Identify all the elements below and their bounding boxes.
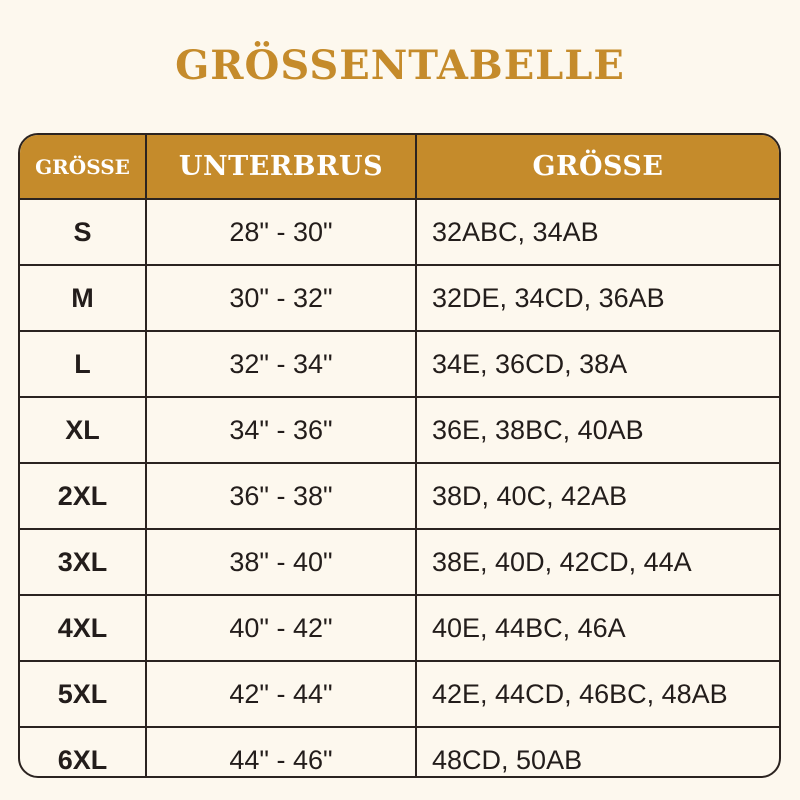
header-underbust: UNTERBRUS bbox=[146, 135, 416, 199]
underbust-cell: 40" - 42" bbox=[146, 595, 416, 661]
table-row bbox=[20, 331, 779, 397]
table-row bbox=[20, 397, 779, 463]
header-size: GRÖSSE bbox=[20, 135, 146, 199]
underbust-cell: 28" - 30" bbox=[146, 199, 416, 265]
underbust-cell: 32" - 34" bbox=[146, 331, 416, 397]
size-cell: S bbox=[20, 199, 146, 265]
table-row bbox=[20, 529, 779, 595]
cup-size-cell: 40E, 44BC, 46A bbox=[416, 595, 779, 661]
table-row bbox=[20, 463, 779, 529]
size-cell: 2XL bbox=[20, 463, 146, 529]
cup-size-cell: 32DE, 34CD, 36AB bbox=[416, 265, 779, 331]
table-row bbox=[20, 595, 779, 661]
size-cell: 4XL bbox=[20, 595, 146, 661]
table-row bbox=[20, 199, 779, 265]
size-cell: L bbox=[20, 331, 146, 397]
underbust-cell: 36" - 38" bbox=[146, 463, 416, 529]
table-row bbox=[20, 661, 779, 727]
underbust-cell: 30" - 32" bbox=[146, 265, 416, 331]
table-row bbox=[20, 265, 779, 331]
underbust-cell: 42" - 44" bbox=[146, 661, 416, 727]
size-cell: 6XL bbox=[20, 727, 146, 778]
page-title: GRÖSSENTABELLE bbox=[175, 42, 625, 89]
size-table bbox=[18, 133, 781, 778]
cup-size-cell: 38D, 40C, 42AB bbox=[416, 463, 779, 529]
table-header-row bbox=[20, 135, 779, 199]
size-cell: XL bbox=[20, 397, 146, 463]
size-cell: 3XL bbox=[20, 529, 146, 595]
size-cell: M bbox=[20, 265, 146, 331]
cup-size-cell: 42E, 44CD, 46BC, 48AB bbox=[416, 661, 779, 727]
size-cell: 5XL bbox=[20, 661, 146, 727]
cup-size-cell: 38E, 40D, 42CD, 44A bbox=[416, 529, 779, 595]
underbust-cell: 38" - 40" bbox=[146, 529, 416, 595]
underbust-cell: 44" - 46" bbox=[146, 727, 416, 778]
table-row bbox=[20, 727, 779, 778]
cup-size-cell: 48CD, 50AB bbox=[432, 744, 583, 775]
header-cup-size: GRÖSSE bbox=[416, 135, 779, 199]
cup-size-cell: 36E, 38BC, 40AB bbox=[416, 397, 779, 463]
underbust-cell: 34" - 36" bbox=[146, 397, 416, 463]
cup-size-cell: 34E, 36CD, 38A bbox=[416, 331, 779, 397]
cup-size-cell: 32ABC, 34AB bbox=[416, 199, 779, 265]
